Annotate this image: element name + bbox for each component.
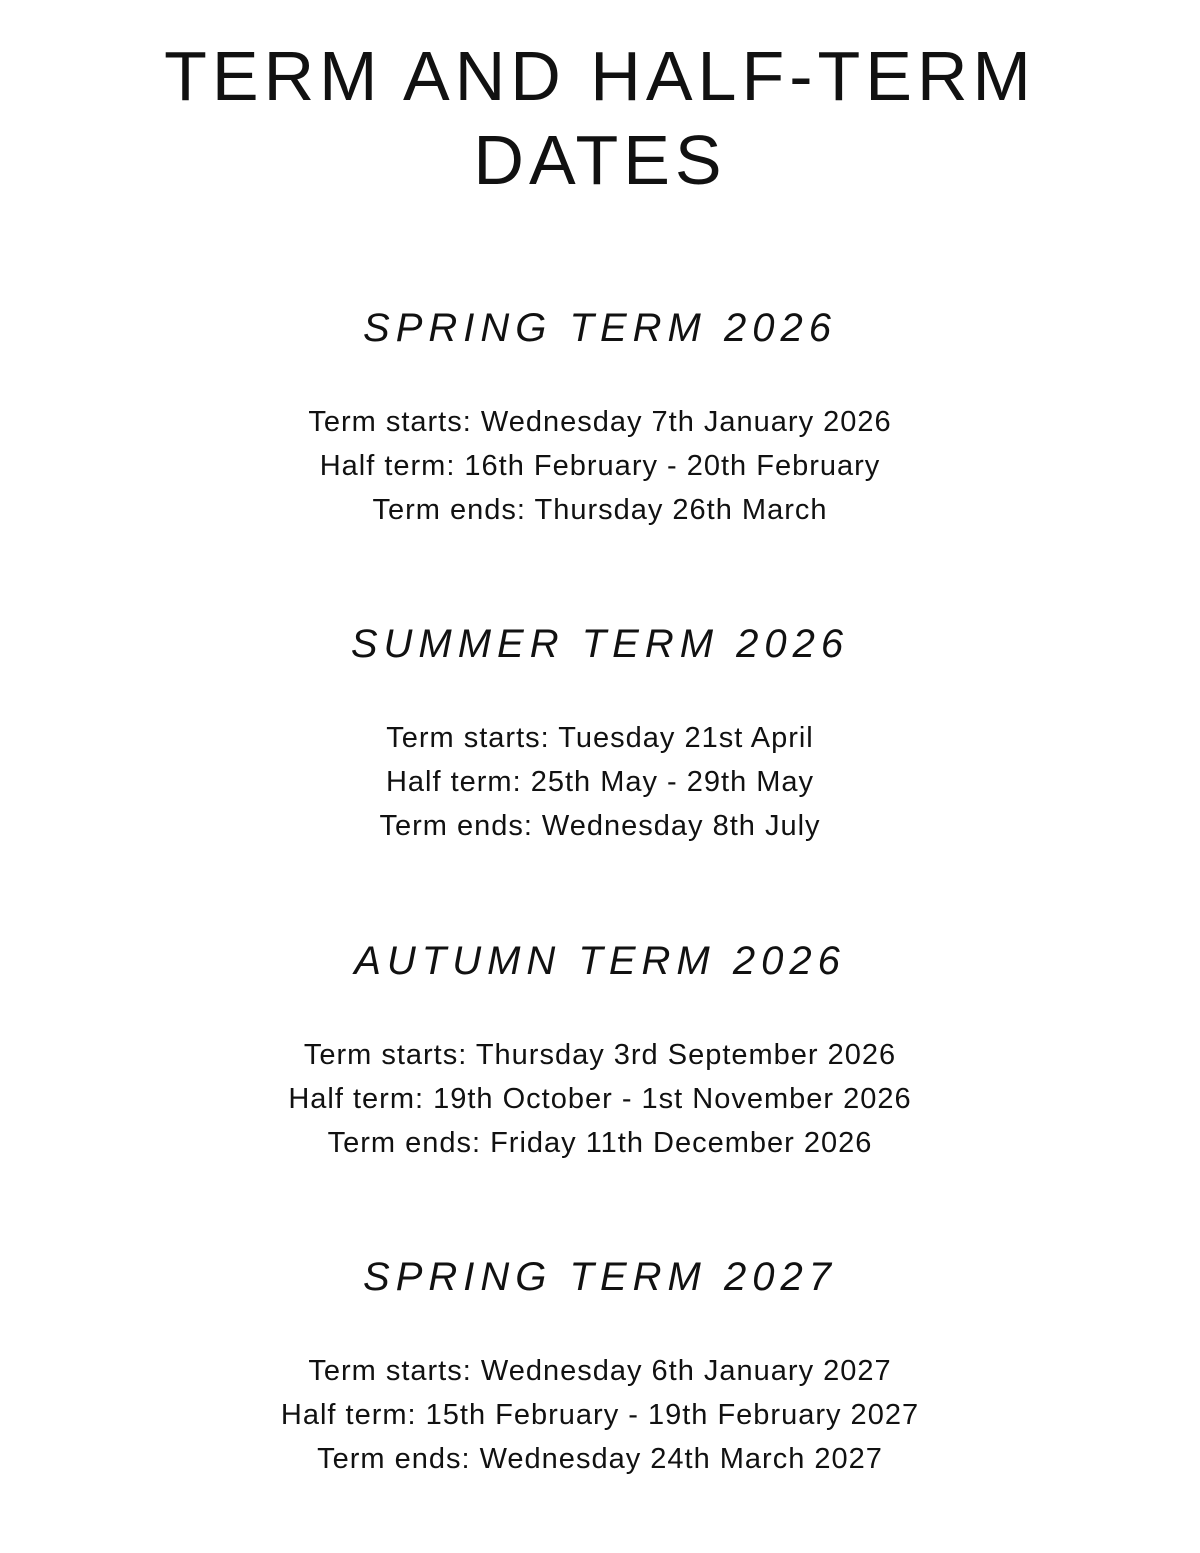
page-title — [0, 34, 1200, 202]
page-title-line-1: TERM AND HALF-TERM — [164, 37, 1036, 115]
term-end-line: Term ends: Thursday 26th March — [372, 494, 828, 526]
half-term-line: Half term: 15th February - 19th February 2027 — [280, 1399, 920, 1431]
term-heading: SPRING TERM 2026 — [363, 306, 837, 350]
half-term-line: Half term: 16th February - 20th February — [319, 450, 881, 482]
term-section-summer-2026 — [0, 614, 1200, 848]
half-term-line: Half term: 25th May - 29th May — [385, 766, 815, 798]
term-start-line: Term starts: Thursday 3rd September 2026 — [303, 1039, 897, 1071]
term-section-autumn-2026 — [0, 931, 1200, 1165]
term-heading: SPRING TERM 2027 — [363, 1255, 837, 1299]
term-heading: AUTUMN TERM 2026 — [354, 939, 846, 983]
term-section-spring-2027 — [0, 1247, 1200, 1481]
term-heading: SUMMER TERM 2026 — [350, 622, 850, 666]
term-dates — [0, 1349, 1200, 1481]
term-start-line: Term starts: Wednesday 7th January 2026 — [308, 406, 892, 438]
term-end-line: Term ends: Wednesday 24th March 2027 — [317, 1443, 883, 1475]
term-end-line: Term ends: Wednesday 8th July — [379, 810, 821, 842]
term-section-spring-2026 — [0, 298, 1200, 532]
term-dates — [0, 400, 1200, 532]
term-dates — [0, 1033, 1200, 1165]
term-dates — [0, 716, 1200, 848]
term-end-line: Term ends: Friday 11th December 2026 — [327, 1127, 873, 1159]
half-term-line: Half term: 19th October - 1st November 2026 — [288, 1083, 912, 1115]
term-start-line: Term starts: Wednesday 6th January 2027 — [308, 1355, 892, 1387]
term-start-line: Term starts: Tuesday 21st April — [386, 722, 814, 754]
page-title-line-2: DATES — [473, 121, 727, 199]
